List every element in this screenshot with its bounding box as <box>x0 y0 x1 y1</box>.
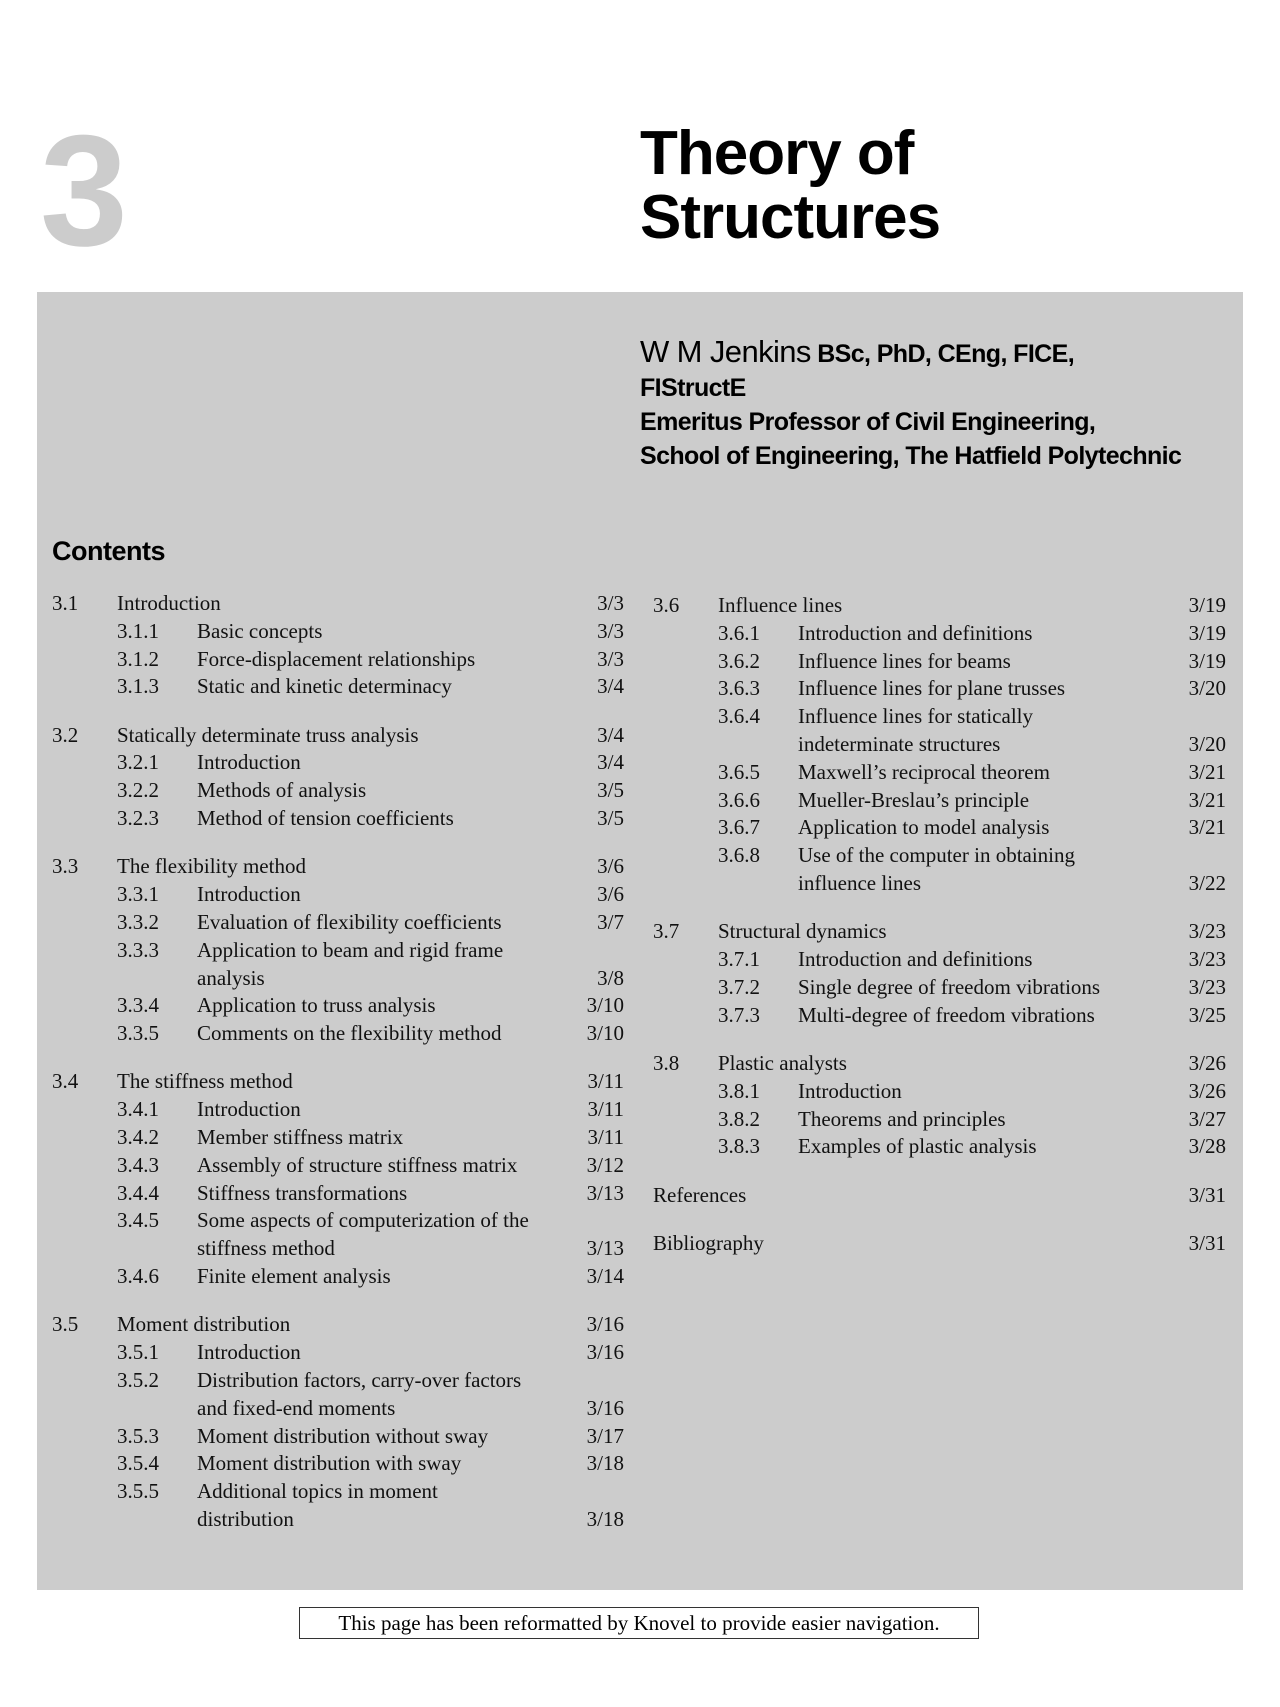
subsection-number: 3.2.3 <box>117 806 159 831</box>
subsection-number: 3.4.2 <box>117 1125 159 1150</box>
subsection-number: 3.8.3 <box>718 1134 760 1159</box>
toc-entry[interactable] <box>52 722 624 750</box>
section-title[interactable]: Introduction <box>117 591 221 615</box>
page-ref[interactable]: 3/18 <box>586 1451 624 1476</box>
toc-subentry[interactable] <box>52 1096 624 1124</box>
author-role-line1: Emeritus Professor of Civil Engineering, <box>640 408 1096 436</box>
page-ref[interactable]: 3/4 <box>597 674 624 699</box>
page-ref[interactable]: 3/19 <box>1188 593 1226 617</box>
section-number: 3.1 <box>52 591 79 615</box>
subsection-title[interactable]: Application to model analysis <box>798 815 1050 840</box>
subsection-number: 3.7.2 <box>718 974 760 999</box>
toc-subentry[interactable] <box>653 787 1226 815</box>
toc-subentry[interactable] <box>52 937 624 965</box>
toc-subentry[interactable] <box>52 1235 624 1263</box>
subsection-title[interactable]: Finite element analysis <box>197 1264 391 1289</box>
toc-subentry[interactable] <box>52 1478 624 1506</box>
section-title[interactable]: Plastic analysts <box>718 1050 847 1075</box>
subsection-title[interactable]: Single degree of freedom vibrations <box>798 974 1101 999</box>
subsection-number: 3.3.2 <box>117 909 159 934</box>
page-ref[interactable]: 3/20 <box>1188 731 1226 756</box>
toc-entry[interactable] <box>52 853 624 881</box>
subsection-number: 3.3.5 <box>117 1021 159 1046</box>
subsection-title[interactable]: Basic concepts <box>197 618 323 643</box>
page-ref[interactable]: 3/4 <box>597 750 624 775</box>
subsection-number: 3.6.8 <box>718 843 760 868</box>
toc-subentry[interactable] <box>653 675 1226 703</box>
toc-section <box>653 1182 1226 1210</box>
toc-subentry[interactable] <box>52 646 624 674</box>
contents-heading: Contents <box>52 536 165 566</box>
section-title[interactable]: Statically determinate truss analysis <box>117 722 419 747</box>
toc-section <box>52 853 624 1048</box>
section-title[interactable]: The stiffness method <box>117 1069 293 1094</box>
page-ref[interactable]: 3/27 <box>1188 1106 1226 1131</box>
section-number: 3.6 <box>653 593 680 617</box>
page-ref[interactable]: 3/12 <box>586 1152 624 1177</box>
toc-subentry[interactable] <box>52 1339 624 1367</box>
subsection-title[interactable]: Methods of analysis <box>197 778 367 803</box>
page-ref[interactable]: 3/25 <box>1188 1002 1226 1027</box>
subsection-number: 3.5.4 <box>117 1451 159 1476</box>
author-name: W M Jenkins <box>640 334 811 369</box>
page-ref[interactable]: 3/3 <box>597 646 624 671</box>
subsection-title[interactable]: Introduction <box>197 882 301 907</box>
subsection-title[interactable]: Multi-degree of freedom vibrations <box>798 1002 1095 1027</box>
subsection-number: 3.5.5 <box>117 1479 159 1504</box>
subsection-number: 3.5.3 <box>117 1423 159 1448</box>
subsection-title[interactable]: Stiffness transformations <box>197 1180 408 1205</box>
toc-subentry[interactable] <box>52 909 624 937</box>
page-ref[interactable]: 3/21 <box>1188 759 1226 784</box>
subsection-number: 3.8.1 <box>718 1078 760 1103</box>
toc-section <box>52 722 624 833</box>
subsection-title[interactable]: Member stiffness matrix <box>197 1125 404 1150</box>
section-number: 3.3 <box>52 854 79 879</box>
toc-subentry[interactable] <box>653 1133 1226 1161</box>
subsection-number: 3.2.2 <box>117 778 159 803</box>
subsection-number: 3.6.6 <box>718 787 760 812</box>
subsection-title[interactable]: Distribution factors, carry-over factors <box>197 1367 522 1392</box>
subsection-number: 3.5.1 <box>117 1340 159 1365</box>
toc-subentry[interactable] <box>52 673 624 701</box>
toc-section <box>52 1068 624 1290</box>
subsection-title[interactable]: analysis <box>197 965 265 990</box>
page-ref[interactable]: 3/16 <box>586 1340 624 1365</box>
section-number: 3.2 <box>52 722 79 747</box>
subsection-number: 3.7.3 <box>718 1002 760 1027</box>
toc-subentry[interactable] <box>653 759 1226 787</box>
author-credentials: BSc, PhD, CEng, FICE, <box>817 340 1075 368</box>
chapter-title <box>640 119 941 252</box>
subsection-title[interactable]: Influence lines for plane trusses <box>798 676 1066 701</box>
author-role-line2: School of Engineering, The Hatfield Polytechnic <box>640 442 1182 470</box>
page-ref[interactable]: 3/22 <box>1188 870 1226 895</box>
subsection-title[interactable]: Mueller-Breslau’s principle <box>798 787 1030 812</box>
toc-subentry[interactable] <box>52 1124 624 1152</box>
subsection-number: 3.6.2 <box>718 648 760 673</box>
page-ref[interactable]: 3/16 <box>586 1395 624 1420</box>
subsection-number: 3.6.3 <box>718 676 760 701</box>
toc-entry[interactable] <box>52 1068 624 1096</box>
subsection-title[interactable]: Some aspects of computerization of the <box>197 1208 529 1233</box>
toc-section <box>653 1050 1226 1161</box>
subsection-title[interactable]: Evaluation of flexibility coefficients <box>197 909 502 934</box>
toc-subentry[interactable] <box>52 805 624 833</box>
knovel-notice: This page has been reformatted by Knovel to provide easier navigation. <box>299 1607 979 1639</box>
toc-section <box>52 1311 624 1533</box>
section-number: 3.5 <box>52 1312 79 1337</box>
subsection-title[interactable]: Moment distribution with sway <box>197 1451 462 1476</box>
page-ref[interactable]: 3/5 <box>597 778 624 803</box>
section-title[interactable]: Structural dynamics <box>718 919 887 944</box>
page-ref[interactable]: 3/19 <box>1188 620 1226 645</box>
subsection-number: 3.6.4 <box>718 704 760 729</box>
page-ref[interactable]: 3/11 <box>587 1125 624 1150</box>
author-credentials-line2: FIStructE <box>640 374 746 402</box>
subsection-title[interactable]: Influence lines for statically <box>798 704 1033 729</box>
page-ref[interactable]: 3/3 <box>597 591 624 615</box>
page-ref[interactable]: 3/7 <box>597 909 624 934</box>
page-ref[interactable]: 3/31 <box>1188 1182 1226 1207</box>
subsection-title[interactable]: Additional topics in moment <box>197 1479 438 1504</box>
toc-entry[interactable] <box>653 1182 1226 1210</box>
subsection-title[interactable]: Introduction and definitions <box>798 620 1033 645</box>
page-ref[interactable]: 3/10 <box>586 1021 624 1046</box>
subsection-number: 3.6.1 <box>718 620 760 645</box>
section-title[interactable]: Influence lines <box>718 593 843 617</box>
toc-entry[interactable] <box>52 590 624 618</box>
subsection-number: 3.3.3 <box>117 937 159 962</box>
toc-right-column <box>653 592 1226 1278</box>
page-ref[interactable]: 3/21 <box>1188 815 1226 840</box>
toc-subentry[interactable] <box>52 881 624 909</box>
subsection-title[interactable]: Introduction and definitions <box>798 947 1033 972</box>
toc-entry[interactable] <box>653 1230 1226 1258</box>
page-ref[interactable]: 3/5 <box>597 806 624 831</box>
page-ref[interactable]: 3/26 <box>1188 1050 1226 1075</box>
toc-subentry[interactable] <box>52 965 624 993</box>
toc-subentry[interactable] <box>52 1152 624 1180</box>
page-ref[interactable]: 3/26 <box>1188 1078 1226 1103</box>
toc-section <box>653 592 1226 898</box>
page-ref[interactable]: 3/17 <box>586 1423 624 1448</box>
subsection-number: 3.8.2 <box>718 1106 760 1131</box>
subsection-number: 3.1.1 <box>117 618 159 643</box>
page-ref[interactable]: 3/8 <box>597 965 624 990</box>
subsection-title[interactable]: Examples of plastic analysis <box>798 1134 1037 1159</box>
subsection-title[interactable]: Force-displacement relationships <box>197 646 476 671</box>
subsection-number: 3.3.1 <box>117 882 159 907</box>
toc-subentry[interactable] <box>52 1207 624 1235</box>
toc-subentry[interactable] <box>52 1506 624 1534</box>
toc-subentry[interactable] <box>52 777 624 805</box>
toc-section <box>52 590 624 701</box>
subsection-number: 3.1.3 <box>117 674 159 699</box>
subsection-title[interactable]: Application to truss analysis <box>197 993 436 1018</box>
page-ref[interactable]: 3/11 <box>587 1097 624 1122</box>
chapter-number: 3 <box>40 103 128 279</box>
page-ref[interactable]: 3/16 <box>586 1312 624 1337</box>
page-ref[interactable]: 3/23 <box>1188 974 1226 999</box>
subsection-title[interactable]: Assembly of structure stiffness matrix <box>197 1152 518 1177</box>
toc-subentry[interactable] <box>653 731 1226 759</box>
subsection-number: 3.4.4 <box>117 1180 159 1205</box>
page-ref[interactable]: 3/10 <box>586 993 624 1018</box>
subsection-number: 3.5.2 <box>117 1367 159 1392</box>
subsection-title[interactable]: Introduction <box>798 1078 902 1103</box>
section-title[interactable]: References <box>653 1182 747 1207</box>
toc-subentry[interactable] <box>52 749 624 777</box>
subsection-title[interactable]: Method of tension coefficients <box>197 806 454 831</box>
toc-subentry[interactable] <box>653 648 1226 676</box>
subsection-title[interactable]: influence lines <box>798 870 922 895</box>
page-ref[interactable]: 3/20 <box>1188 676 1226 701</box>
toc-subentry[interactable] <box>653 1106 1226 1134</box>
subsection-number: 3.6.5 <box>718 759 760 784</box>
subsection-title[interactable]: Static and kinetic determinacy <box>197 674 452 699</box>
subsection-title[interactable]: Theorems and principles <box>798 1106 1006 1131</box>
page-ref[interactable]: 3/21 <box>1188 787 1226 812</box>
subsection-title[interactable]: and fixed-end moments <box>197 1395 396 1420</box>
subsection-title[interactable]: indeterminate structures <box>798 731 1001 756</box>
chapter-title-line1: Theory of <box>640 119 914 188</box>
subsection-title[interactable]: Application to beam and rigid frame <box>197 937 504 962</box>
subsection-title[interactable]: Introduction <box>197 1097 301 1122</box>
toc-entry[interactable] <box>653 1050 1226 1078</box>
toc-subentry[interactable] <box>653 703 1226 731</box>
subsection-number: 3.1.2 <box>117 646 159 671</box>
page-ref[interactable]: 3/6 <box>597 854 624 879</box>
toc-entry[interactable] <box>653 592 1226 620</box>
toc-left-column <box>52 590 624 1554</box>
section-title[interactable]: The flexibility method <box>117 854 306 879</box>
toc-subentry[interactable] <box>653 1002 1226 1030</box>
page-ref[interactable]: 3/19 <box>1188 648 1226 673</box>
page-ref[interactable]: 3/6 <box>597 882 624 907</box>
toc-subentry[interactable] <box>52 1367 624 1395</box>
subsection-title[interactable]: Use of the computer in obtaining <box>798 843 1076 868</box>
page-ref[interactable]: 3/13 <box>586 1236 624 1261</box>
page-ref[interactable]: 3/11 <box>587 1069 624 1094</box>
toc-subentry[interactable] <box>52 1263 624 1291</box>
toc-subentry[interactable] <box>52 618 624 646</box>
toc-subentry[interactable] <box>653 870 1226 898</box>
subsection-title[interactable]: Moment distribution without sway <box>197 1423 489 1448</box>
section-number: 3.4 <box>52 1069 79 1094</box>
subsection-number: 3.2.1 <box>117 750 159 775</box>
toc-entry[interactable] <box>52 1311 624 1339</box>
page-ref[interactable]: 3/4 <box>597 722 624 747</box>
subsection-title[interactable]: Influence lines for beams <box>798 648 1011 673</box>
toc-subentry[interactable] <box>52 1450 624 1478</box>
page-ref[interactable]: 3/3 <box>597 618 624 643</box>
toc-subentry[interactable] <box>653 814 1226 842</box>
toc-section <box>653 918 1226 1029</box>
toc-subentry[interactable] <box>653 946 1226 974</box>
toc-section <box>653 1230 1226 1258</box>
section-title[interactable]: Moment distribution <box>117 1312 291 1337</box>
page-ref[interactable]: 3/13 <box>586 1180 624 1205</box>
subsection-title[interactable]: distribution <box>197 1506 294 1531</box>
toc-subentry[interactable] <box>52 1395 624 1423</box>
page-ref[interactable]: 3/14 <box>586 1264 624 1289</box>
author-block <box>640 335 1240 473</box>
page-ref[interactable]: 3/23 <box>1188 947 1226 972</box>
subsection-title[interactable]: Comments on the flexibility method <box>197 1021 502 1046</box>
section-number: 3.8 <box>653 1050 680 1075</box>
subsection-number: 3.6.7 <box>718 815 760 840</box>
page-ref[interactable]: 3/31 <box>1188 1230 1226 1255</box>
subsection-number: 3.7.1 <box>718 947 760 972</box>
subsection-number: 3.4.3 <box>117 1152 159 1177</box>
toc-subentry[interactable] <box>52 992 624 1020</box>
toc-subentry[interactable] <box>52 1180 624 1208</box>
subsection-title[interactable]: Introduction <box>197 1340 301 1365</box>
subsection-title[interactable]: Introduction <box>197 750 301 775</box>
page-ref[interactable]: 3/18 <box>586 1506 624 1531</box>
toc-subentry[interactable] <box>653 842 1226 870</box>
toc-subentry[interactable] <box>653 1078 1226 1106</box>
toc-entry[interactable] <box>653 918 1226 946</box>
page-ref[interactable]: 3/23 <box>1188 919 1226 944</box>
subsection-number: 3.4.5 <box>117 1208 159 1233</box>
author-name-line <box>640 335 1240 371</box>
page-ref[interactable]: 3/28 <box>1188 1134 1226 1159</box>
subsection-title[interactable]: stiffness method <box>197 1236 335 1261</box>
subsection-number: 3.4.6 <box>117 1264 159 1289</box>
toc-subentry[interactable] <box>653 974 1226 1002</box>
chapter-title-line2: Structures <box>640 183 941 252</box>
subsection-number: 3.4.1 <box>117 1097 159 1122</box>
toc-subentry[interactable] <box>52 1020 624 1048</box>
subsection-title[interactable]: Maxwell’s reciprocal theorem <box>798 759 1050 784</box>
subsection-number: 3.3.4 <box>117 993 159 1018</box>
section-number: 3.7 <box>653 919 680 944</box>
toc-subentry[interactable] <box>52 1423 624 1451</box>
section-title[interactable]: Bibliography <box>653 1230 764 1255</box>
toc-subentry[interactable] <box>653 620 1226 648</box>
